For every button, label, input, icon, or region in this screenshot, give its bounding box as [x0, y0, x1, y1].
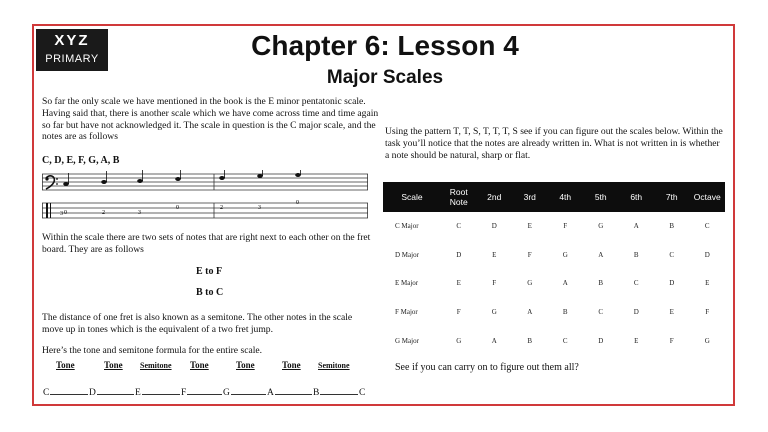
- table-cell: D: [704, 250, 710, 259]
- table-cell: C Major: [395, 222, 419, 231]
- logo-subtext: PRIMARY: [45, 53, 99, 65]
- table-cell: D Major: [395, 250, 419, 259]
- scale-note-3: E: [135, 388, 141, 398]
- table-cell: C: [669, 250, 675, 259]
- table-cell: F: [492, 279, 497, 288]
- table-cell: G: [704, 336, 710, 345]
- scale-note-8: C: [359, 388, 366, 398]
- table-cell: F: [705, 308, 710, 317]
- table-cell: A: [562, 279, 568, 288]
- tab-string-label: 3: [60, 211, 63, 217]
- table-cell: F: [669, 336, 674, 345]
- table-cell: A: [491, 336, 497, 345]
- table-cell: E: [634, 336, 639, 345]
- table-cell: B: [633, 250, 639, 259]
- tab-fret-number: 2: [220, 205, 223, 211]
- notehead: [257, 174, 263, 178]
- table-cell: E: [705, 279, 710, 288]
- step-2: Tone: [104, 360, 123, 370]
- tab-fret-number: 0: [296, 200, 299, 206]
- staff-lines: [42, 174, 368, 190]
- table-header-cell: 7th: [654, 182, 690, 212]
- tab-lines: [42, 203, 368, 218]
- table-cell: C: [704, 222, 710, 231]
- table-cell: G: [527, 279, 533, 288]
- table-header-cell: 5th: [583, 182, 619, 212]
- carry-on-prompt: See if you can carry on to figure out them all?: [395, 362, 579, 373]
- table-cell: D: [598, 336, 604, 345]
- scale-note-7: B: [313, 388, 320, 398]
- table-cell: F: [527, 250, 532, 259]
- logo-mark: XYZ: [54, 32, 90, 49]
- step-3: Semitone: [140, 361, 172, 370]
- scale-note-line: [42, 386, 372, 400]
- table-cell: G: [598, 222, 604, 231]
- formula-intro: Here’s the tone and semitone formula for the entire scale.: [42, 345, 263, 356]
- table-header-cell: 2nd: [477, 182, 513, 212]
- table-header-cell: 6th: [619, 182, 655, 212]
- table-cell: A: [633, 222, 639, 231]
- notehead: [219, 176, 225, 180]
- scales-table-body: [383, 212, 725, 355]
- table-cell: E Major: [395, 279, 419, 288]
- table-row: [383, 212, 725, 241]
- intro-paragraph: So far the only scale we have mentioned in the book is the E minor pentatonic scale. Having said that, there is another scale which we have come across time and time again so far but have not acknowledged it. The scale in question is the C major scale, and the notes are as follows: [42, 96, 379, 143]
- table-cell: E: [456, 279, 461, 288]
- table-cell: C: [598, 308, 604, 317]
- page-subtitle: Major Scales: [326, 67, 444, 88]
- step-6: Tone: [282, 360, 301, 370]
- table-cell: E: [492, 250, 497, 259]
- notehead: [295, 173, 301, 177]
- table-row: [383, 269, 725, 298]
- table-header-cell: 4th: [548, 182, 584, 212]
- table-cell: B: [562, 308, 568, 317]
- notehead: [63, 182, 69, 186]
- table-row: [383, 241, 725, 270]
- tab-clef-icon: [46, 203, 51, 218]
- table-cell: G Major: [395, 336, 419, 345]
- table-cell: C: [562, 336, 568, 345]
- bass-staff-tab-svg: [42, 170, 368, 226]
- step-4: Tone: [190, 360, 209, 370]
- notehead: [137, 179, 143, 183]
- table-cell: G: [562, 250, 568, 259]
- scale-note-4: F: [181, 388, 187, 398]
- step-5: Tone: [236, 360, 255, 370]
- table-cell: G: [456, 336, 462, 345]
- table-cell: F: [563, 222, 568, 231]
- semitone-pair-e-f: E to F: [196, 266, 223, 277]
- notehead: [101, 180, 107, 184]
- scale-note-1: C: [43, 388, 50, 398]
- table-row: [383, 326, 725, 355]
- scales-table-header: [383, 182, 725, 212]
- table-header-cell: Root Note: [441, 182, 477, 212]
- table-header-cell: Scale: [383, 182, 441, 212]
- table-row: [383, 298, 725, 327]
- scales-table: [383, 182, 725, 355]
- scale-note-2: D: [89, 388, 96, 398]
- table-cell: E: [669, 308, 674, 317]
- table-cell: D: [491, 222, 497, 231]
- table-header-cell: Octave: [690, 182, 726, 212]
- table-cell: G: [491, 308, 497, 317]
- step-1: Tone: [56, 360, 75, 370]
- within-paragraph: Within the scale there are two sets of notes that are right next to each other on the fret board. They are as follows: [42, 232, 371, 255]
- table-cell: C: [633, 279, 639, 288]
- page-title: Chapter 6: Lesson 4: [251, 30, 519, 61]
- table-cell: F Major: [395, 308, 418, 317]
- scale-notes-list: C, D, E, F, G, A, B: [42, 155, 120, 166]
- table-cell: D: [669, 279, 675, 288]
- tab-fret-number: 2: [102, 210, 105, 216]
- task-paragraph: Using the pattern T, T, S, T, T, T, S see if you can figure out the scales below. Within the task you’ll notice that the notes are already written in. What is not written in is whether a note should be natural, sharp or flat.: [385, 126, 723, 161]
- table-cell: A: [527, 308, 533, 317]
- table-cell: C: [456, 222, 462, 231]
- step-7: Semitone: [318, 361, 350, 370]
- table-cell: B: [527, 336, 533, 345]
- table-cell: B: [669, 222, 675, 231]
- semitone-description: The distance of one fret is also known as a semitone. The other notes in the scale move up in tones which is the equivalent of a two fret jump.: [42, 312, 353, 335]
- tab-fret-number: 0: [64, 210, 67, 216]
- semitone-pair-b-c: B to C: [196, 287, 224, 298]
- notehead: [175, 177, 181, 181]
- table-cell: A: [598, 250, 604, 259]
- tab-fret-number: 3: [258, 205, 261, 211]
- table-header-cell: 3rd: [512, 182, 548, 212]
- table-cell: E: [527, 222, 532, 231]
- tone-semitone-formula: [42, 360, 372, 374]
- table-cell: D: [633, 308, 639, 317]
- table-cell: F: [456, 308, 461, 317]
- table-cell: B: [598, 279, 604, 288]
- tab-fret-number: 0: [176, 205, 179, 211]
- notation-and-tab: [42, 170, 368, 226]
- logo: [36, 29, 108, 71]
- tab-fret-number: 3: [138, 210, 141, 216]
- table-cell: D: [456, 250, 462, 259]
- scale-note-6: A: [267, 388, 274, 398]
- scale-note-5: G: [223, 388, 230, 398]
